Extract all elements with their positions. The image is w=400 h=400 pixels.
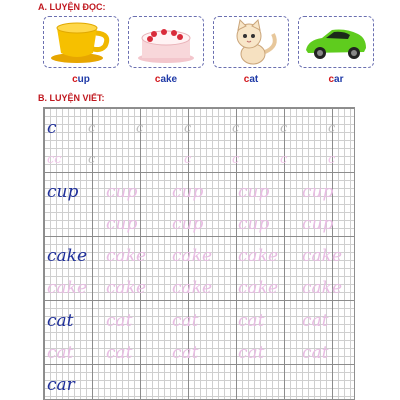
picture-row <box>43 16 374 68</box>
word-label-cup: cup <box>72 74 90 85</box>
cup-icon <box>49 20 113 64</box>
trace-letter: c <box>136 121 144 136</box>
trace-word-cup: cup <box>172 182 204 202</box>
card-car <box>298 16 374 68</box>
model-word-cat: cat <box>47 311 74 331</box>
trace-word-cup: cup <box>106 214 138 234</box>
word-label-car: car <box>328 74 344 85</box>
section-a-title: A. LUYỆN ĐỌC: <box>38 2 106 12</box>
trace-word-cake: cake <box>106 246 147 266</box>
model-word-cake: cake <box>47 246 88 266</box>
trace-word-cake: cake <box>302 246 343 266</box>
trace-word-cat: cat <box>106 343 133 363</box>
trace-letter: c <box>88 152 96 167</box>
cat-icon <box>219 18 283 66</box>
card-cake <box>128 16 204 68</box>
model-letter: c <box>47 118 57 138</box>
trace-word-cake: cake <box>47 278 88 298</box>
trace-letter: c <box>232 152 240 167</box>
trace-word-cat: cat <box>302 343 329 363</box>
trace-word-cake: cake <box>172 246 213 266</box>
car-icon <box>302 20 370 64</box>
trace-word-cup: cup <box>238 214 270 234</box>
trace-word-cat: cat <box>106 311 133 331</box>
trace-letter: c <box>184 152 192 167</box>
trace-word-cup: cup <box>302 214 334 234</box>
trace-word-cake: cake <box>302 278 343 298</box>
trace-word-cat: cat <box>172 311 199 331</box>
word-labels <box>43 74 374 85</box>
trace-word-cup: cup <box>238 182 270 202</box>
trace-letter: c <box>232 121 240 136</box>
trace-letter: c <box>280 152 288 167</box>
trace-letter: c <box>328 121 336 136</box>
trace-word-cup: cup <box>172 214 204 234</box>
word-label-cat: cat <box>243 74 259 85</box>
writing-grid <box>43 107 355 400</box>
trace-word-cake: cake <box>172 278 213 298</box>
card-cup <box>43 16 119 68</box>
trace-word-cat: cat <box>238 311 265 331</box>
word-label-cake: cake <box>154 74 178 85</box>
section-b-title: B. LUYỆN VIẾT: <box>38 93 105 103</box>
trace-word-cake: cake <box>106 278 147 298</box>
trace-letters: cc <box>47 152 62 167</box>
trace-word-cup: cup <box>302 182 334 202</box>
cake-icon <box>134 20 198 64</box>
trace-word-cup: cup <box>106 182 138 202</box>
trace-word-cake: cake <box>238 246 279 266</box>
trace-letter: c <box>280 121 288 136</box>
trace-word-cat: cat <box>172 343 199 363</box>
trace-word-cat: cat <box>238 343 265 363</box>
trace-word-cat: cat <box>47 343 74 363</box>
trace-letter: c <box>184 121 192 136</box>
trace-letter: c <box>88 121 96 136</box>
model-word-cup: cup <box>47 182 79 202</box>
trace-letter: c <box>328 152 336 167</box>
trace-word-cake: cake <box>238 278 279 298</box>
card-cat <box>213 16 289 68</box>
model-word-car: car <box>47 375 75 395</box>
trace-word-cat: cat <box>302 311 329 331</box>
